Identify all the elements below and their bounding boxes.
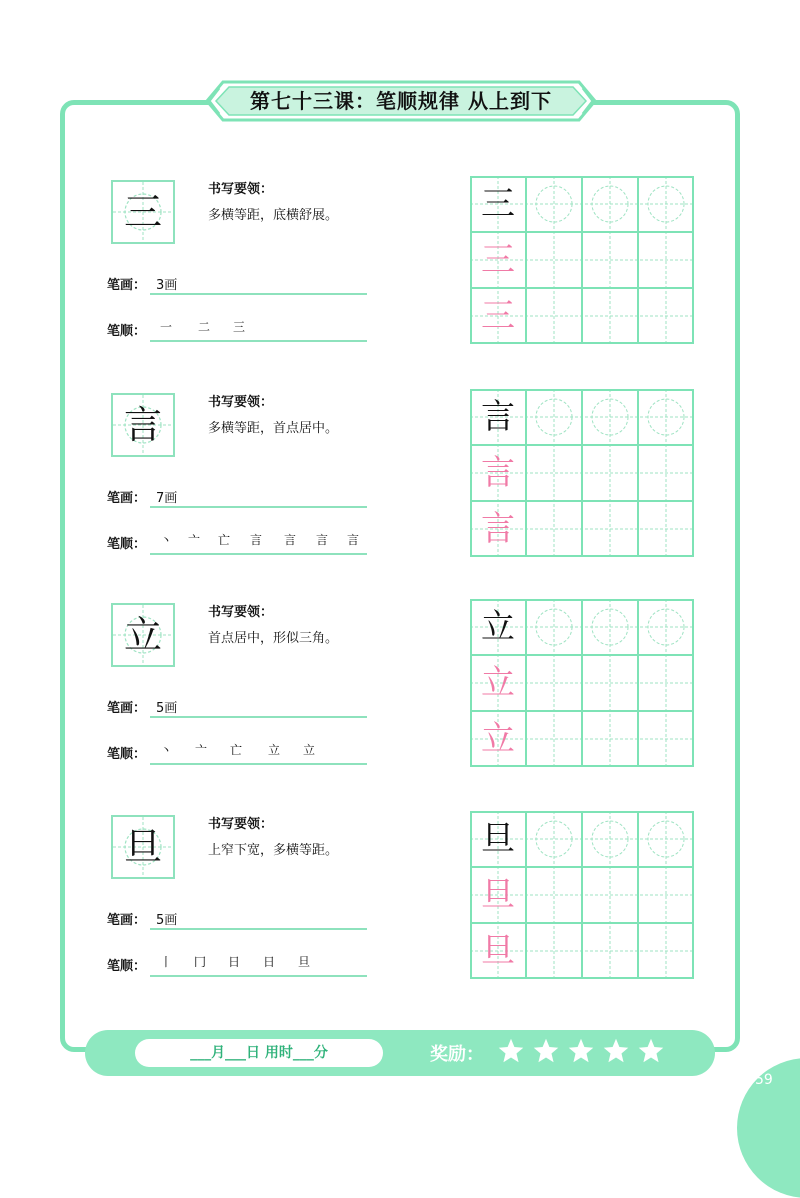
practice-char-trace: 言 (481, 453, 515, 493)
title-banner (205, 80, 597, 122)
stroke-step: 立 (303, 743, 316, 757)
order-line (150, 763, 367, 765)
stroke-step: 旦 (298, 955, 311, 969)
tips-text: 上窄下宽，多横等距。 (208, 843, 339, 858)
lesson-4 (0, 815, 800, 1005)
model-char: 旦 (123, 825, 162, 869)
order-line (150, 553, 367, 555)
strokes-value: 5画 (156, 701, 178, 716)
star-icon[interactable] (532, 1037, 560, 1065)
model-char: 三 (123, 190, 162, 234)
strokes-line (150, 928, 367, 930)
practice-char-trace: 三 (481, 296, 515, 336)
stroke-step: 丶 (160, 743, 173, 757)
practice-grid (470, 811, 694, 979)
practice-char-trace: 立 (481, 719, 515, 759)
stroke-step: 言 (284, 533, 297, 547)
model-char-box (111, 393, 175, 457)
strokes-value: 7画 (156, 491, 178, 506)
model-char-box (111, 180, 175, 244)
order-label: 笔顺： (107, 324, 147, 339)
star-icon[interactable] (637, 1037, 665, 1065)
tips-text: 多横等距，首点居中。 (208, 421, 339, 436)
practice-grid (470, 599, 694, 767)
practice-char-trace: 旦 (481, 931, 515, 971)
strokes-label: 笔画： (107, 278, 147, 293)
practice-grid (470, 389, 694, 557)
date-time-record: ___月___日 用时___分 (190, 1045, 328, 1061)
stroke-step: 二 (198, 320, 211, 334)
practice-grid (470, 176, 694, 344)
order-label: 笔顺： (107, 537, 147, 552)
practice-char-trace: 立 (481, 663, 515, 703)
stroke-step: 亠 (188, 533, 201, 547)
strokes-value: 3画 (156, 278, 178, 293)
lesson-1 (0, 180, 800, 370)
model-char-box (111, 603, 175, 667)
tips-label: 书写要领： (208, 817, 274, 832)
stroke-step: 言 (250, 533, 263, 547)
order-label: 笔顺： (107, 747, 147, 762)
tips-text: 首点居中，形似三角。 (208, 631, 339, 646)
strokes-line (150, 293, 367, 295)
stroke-step: 亡 (218, 533, 231, 547)
stroke-step: 丶 (160, 533, 173, 547)
stroke-step: 日 (263, 955, 276, 969)
model-char-box (111, 815, 175, 879)
stroke-step: 三 (233, 320, 246, 334)
tips-label: 书写要领： (208, 395, 274, 410)
order-line (150, 340, 367, 342)
strokes-line (150, 716, 367, 718)
practice-char-model: 旦 (481, 819, 515, 859)
stroke-step: 日 (228, 955, 241, 969)
strokes-label: 笔画： (107, 491, 147, 506)
strokes-line (150, 506, 367, 508)
practice-char-trace: 旦 (481, 875, 515, 915)
strokes-label: 笔画： (107, 701, 147, 716)
tips-label: 书写要领： (208, 182, 274, 197)
practice-char-model: 三 (481, 184, 515, 224)
tips-text: 多横等距，底横舒展。 (208, 208, 339, 223)
page-number: 59 (755, 1072, 773, 1088)
stroke-step: 丨 (160, 955, 173, 969)
tips-label: 书写要领： (208, 605, 274, 620)
model-char: 立 (123, 613, 162, 657)
practice-char-trace: 三 (481, 240, 515, 280)
stroke-step: 立 (268, 743, 281, 757)
strokes-value: 5画 (156, 913, 178, 928)
page-title: 第七十三课：笔顺规律 从上到下 (250, 89, 552, 113)
model-char: 言 (123, 403, 162, 447)
stroke-step: 亠 (195, 743, 208, 757)
stroke-step: 一 (160, 320, 173, 334)
stroke-step: 冂 (194, 955, 207, 969)
star-icon[interactable] (602, 1037, 630, 1065)
star-icon[interactable] (567, 1037, 595, 1065)
practice-char-model: 立 (481, 607, 515, 647)
strokes-label: 笔画： (107, 913, 147, 928)
lesson-3 (0, 603, 800, 793)
stroke-step: 亡 (230, 743, 243, 757)
reward-label: 奖励： (430, 1044, 484, 1065)
lesson-2 (0, 393, 800, 583)
order-line (150, 975, 367, 977)
order-label: 笔顺： (107, 959, 147, 974)
star-icon[interactable] (497, 1037, 525, 1065)
stroke-step: 言 (347, 533, 360, 547)
practice-char-model: 言 (481, 397, 515, 437)
stroke-step: 言 (316, 533, 329, 547)
practice-char-trace: 言 (481, 509, 515, 549)
